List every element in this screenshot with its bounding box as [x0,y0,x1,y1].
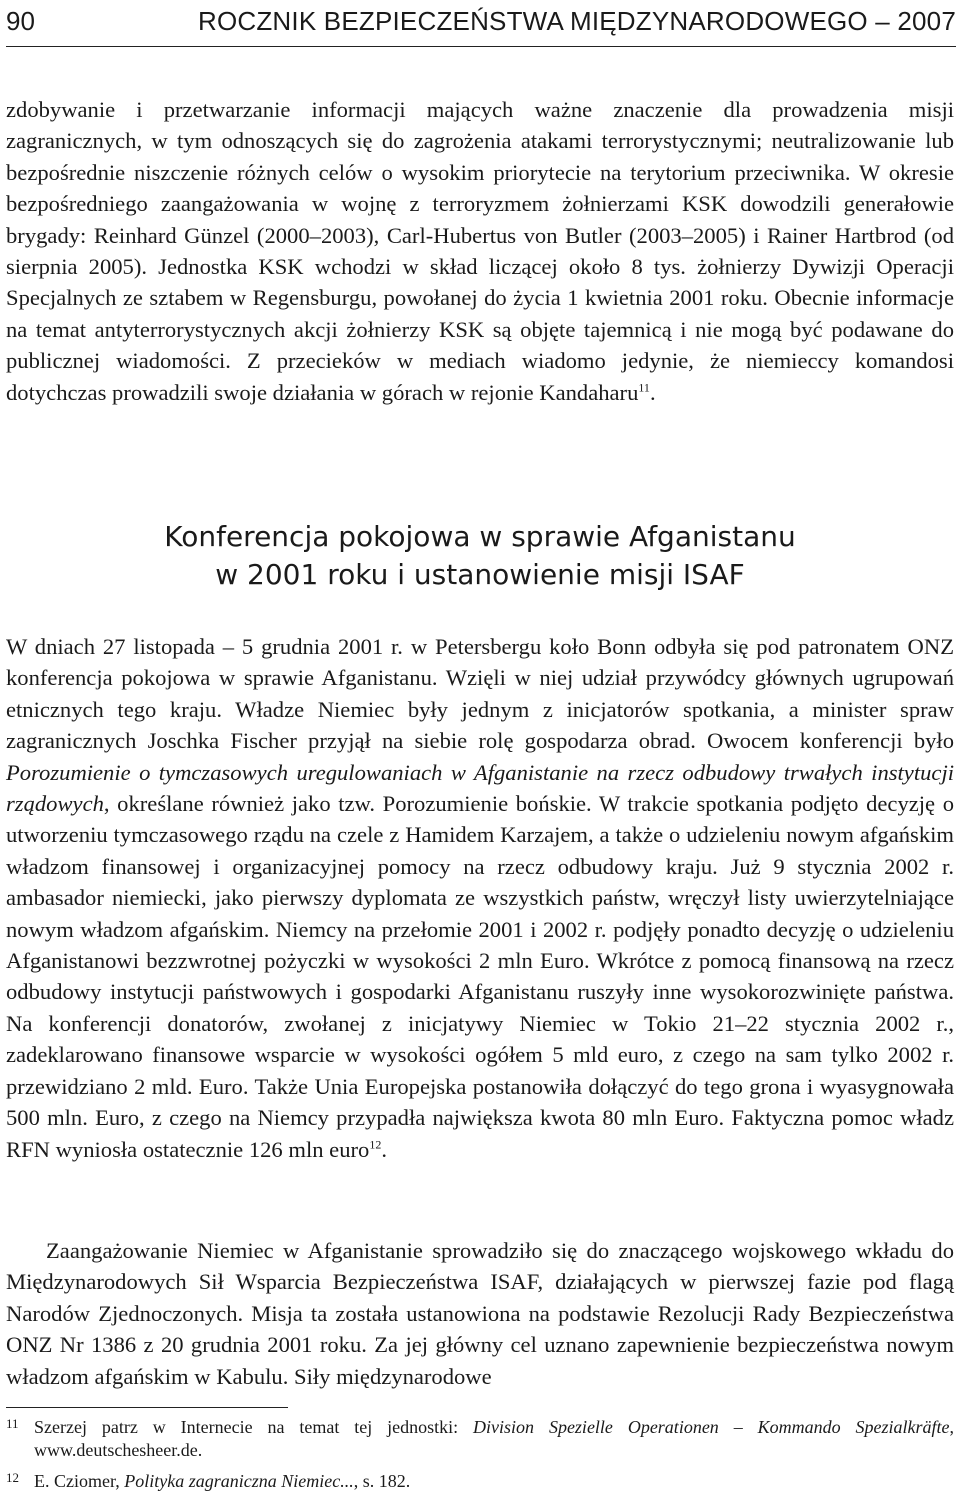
paragraph-isaf: Zaangażowanie Niemiec w Afganistanie sprowadziło się do znaczącego wojskowego wkładu do Międzynarodowych Sił Wsparcia Bezpieczeństwa ISAF, działających w pierwszej fazie pod flagą Narodów Zjednoczonych. Misja ta została ustanowiona na podstawie Rezolucji Rady Bezpieczeństwa ONZ Nr 1386 z 20 grudnia 2001 roku. Za jej główny cel uznano zapewnienie bezpieczeństwa nowym władzom afgańskim w Kabulu. Siły międzynarodowe [6,1238,954,1389]
section-heading-line-2: w 2001 roku i ustanowienie misji ISAF [215,558,745,591]
paragraph-text: W dniach 27 listopada – 5 grudnia 2001 r. w Petersbergu koło Bonn odbyła się pod patronatem ONZ konferencja pokojowa w sprawie Afganistanu. Wzięli w niej udział przywódcy głównych ugrupowań etnicznych tego kraju. Władze Niemiec były jednym z inicjatorów spotkania, a minister spraw zagranicznych Joschka Fischer przyjął na siebie rolę gospodarza obrad. Owocem konferencji było [6,634,954,754]
footnote-italic: Division Spezielle Operationen – Kommando Spezialkräfte [473,1417,950,1437]
agreement-title: Porozumienie o tymczasowych uregulowaniach w Afganistanie na rzecz odbudowy trwałych instytucji rządowych [6,759,954,817]
paragraph-end: . [381,1136,387,1162]
footnote-text-start: Szerzej patrz w Internecie na temat tej jednostki: [34,1417,474,1437]
footnote-text [34,1416,954,1462]
section-heading-line-1: Konferencja pokojowa w sprawie Afganistanu [164,520,796,553]
footnote-number: 11 [6,1416,19,1431]
footnote-italic: Polityka zagraniczna Niemiec... [124,1471,354,1491]
paragraph-text: zdobywanie i przetwarzanie informacji mających ważne znaczenie dla prowadzenia misji zagranicznych, w tym odnoszących się do zagrożenia atakami terrorystycznymi; neutralizowanie lub bezpośrednie niszczenie różnych celów o wysokim priorytecie na terytorium przeciwnika. W okresie bezpośredniego zaangażowania w wojnę z terroryzmem żołnierzami KSK dowodzili generałowie brygady: Reinhard Günzel (2000–2003), Carl-Hubertus von Butler (2003–2005) i Rainer Hartbrod (od sierpnia 2005). Jednostka KSK wchodzi w skład liczącej około 8 tys. żołnierzy Dywizji Operacji Specjalnych ze sztabem w Regensburgu, powołanej do życia 1 kwietnia 2001 roku. Obecnie informacje na temat antyterrorystycznych akcji żołnierzy KSK są objęte tajemnicą i nie mogą być podawane do publicznej wiadomości. Z przecieków w mediach wiadomo jedynie, że niemieccy komandosi dotychczas prowadzili swoje działania w górach w rejonie Kandaharu [6,97,954,405]
page-number: 90 [6,6,35,36]
paragraph-text-continued: , określane również jako tzw. Porozumienie bońskie. W trakcie spotkania podjęto decyzję o utworzeniu tymczasowego rządu na czele z Hamidem Karzajem, a także o udzieleniu nowym afgańskim władzom finansowej i organizacyjnej pomocy na rzecz odbudowy kraju. Już 9 stycznia 2002 r. ambasador niemiecki, jako pierwszy dyplomata ze wszystkich państw, wręczył listy uwierzytelniające nowym władzom afgańskim. Niemcy na przełomie 2001 i 2002 r. podjęły ponadto decyzję o udzieleniu Afganistanowi bezzwrotnej pożyczki w wysokości 2 mln Euro. Wkrótce z pomocą finansową na rzecz odbudowy instytucji państwowych i gospodarki Afganistanu ruszyły inne wysokorozwinięte państwa. Na konferencji donatorów, zwołanej z inicjatywy Niemiec w Tokio 21–22 stycznia 2002 r., zadeklarowano finansowe wsparcie w wysokości ogółem 5 mld euro, z czego na sam tylko 2002 r. przewidziano 2 mld. Euro. Także Unia Europejska postanowiła dołączyć do tego grona i wyasygnowała 500 mln. Euro, z czego na Niemcy przypadła największa kwota 80 mln Euro. Faktyczna pomoc władz RFN wyniosła ostatecznie 126 mln euro [6,791,954,1162]
running-title: ROCZNIK BEZPIECZEŃSTWA MIĘDZYNARODOWEGO – 2007 [197,6,956,36]
paragraph-end: . [649,379,656,405]
footnote-separator [6,1407,288,1408]
footnote-text-end: , www.deutschesheer.de. [34,1417,954,1460]
footnote-number: 12 [6,1470,19,1485]
page-header [6,0,956,47]
footnote-text [34,1470,954,1493]
footnote-text-start: E. Cziomer, [34,1471,125,1491]
footnote-ref-12[interactable]: 12 [369,1136,382,1151]
paragraph-bonn-conference [6,631,954,1165]
footnote-text-end: , s. 182. [353,1471,411,1491]
footnote-ref-11[interactable]: 11 [638,380,650,395]
paragraph-ksk [6,94,954,408]
